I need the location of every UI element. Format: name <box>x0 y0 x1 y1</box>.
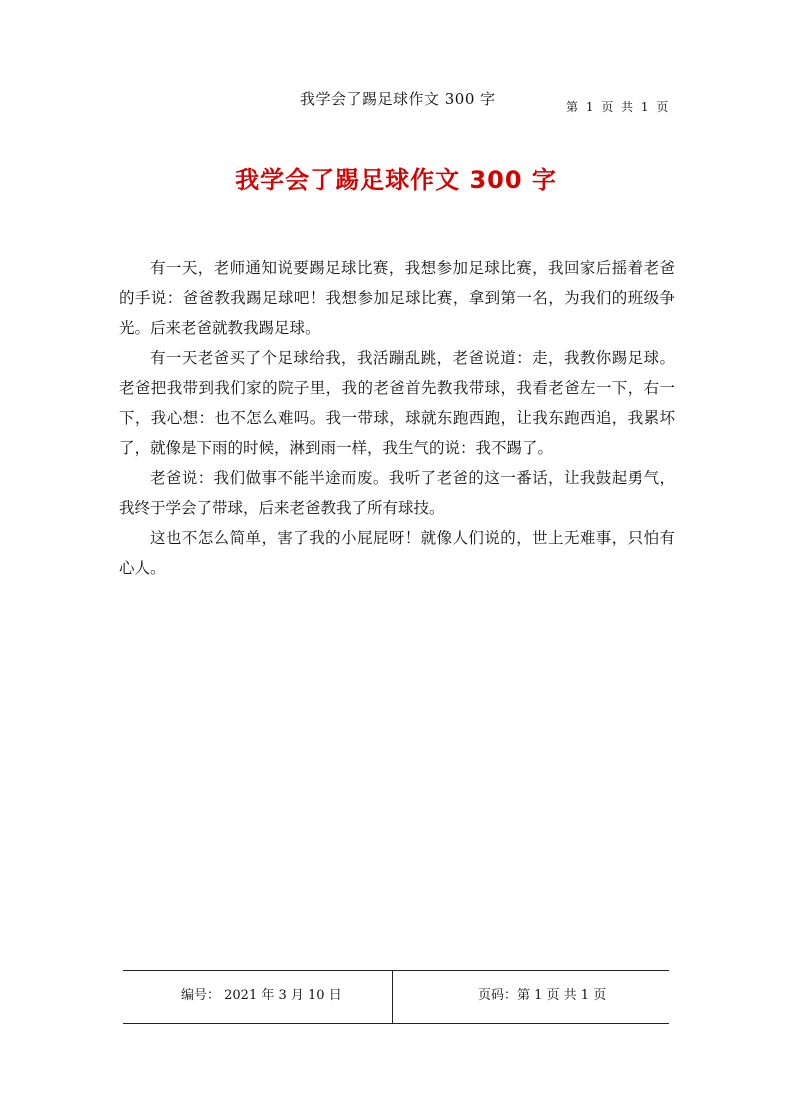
page-footer <box>123 970 669 1024</box>
paragraph: 有一天，老师通知说要踢足球比赛，我想参加足球比赛，我回家后摇着老爸的手说：爸爸教我踢足球吧！我想参加足球比赛，拿到第一名，为我们的班级争光。后来老爸就教我踢足球。 <box>119 259 675 337</box>
paragraph: 有一天老爸买了个足球给我，我活蹦乱跳，老爸说道：走，我教你踢足球。老爸把我带到我们家的院子里，我的老爸首先教我带球，我看老爸左一下，右一下，我心想：也不怎么难吗。我一带球，球就东跑西跑，让我东跑西追，我累坏了，就像是下雨的时候，淋到雨一样，我生气的说：我不踢了。 <box>119 349 675 457</box>
footer-date: 编号： 2021 年 3 月 10 日 <box>181 988 342 1003</box>
page-header-page-info: 第 1 页 共 1 页 <box>566 100 671 114</box>
document-title: 我学会了踢足球作文 300 字 <box>235 166 557 194</box>
footer-page-number: 页码：第 1 页 共 1 页 <box>478 988 607 1003</box>
paragraph: 老爸说：我们做事不能半途而废。我听了老爸的这一番话，让我鼓起勇气，我终于学会了带球，后来老爸教我了所有球技。 <box>119 469 675 517</box>
footer-divider <box>392 971 393 1023</box>
document-body <box>119 253 675 583</box>
page-header-title: 我学会了踢足球作文 300 字 <box>300 90 496 108</box>
paragraph: 这也不怎么简单，害了我的小屁屁呀！就像人们说的，世上无难事，只怕有心人。 <box>119 529 675 577</box>
